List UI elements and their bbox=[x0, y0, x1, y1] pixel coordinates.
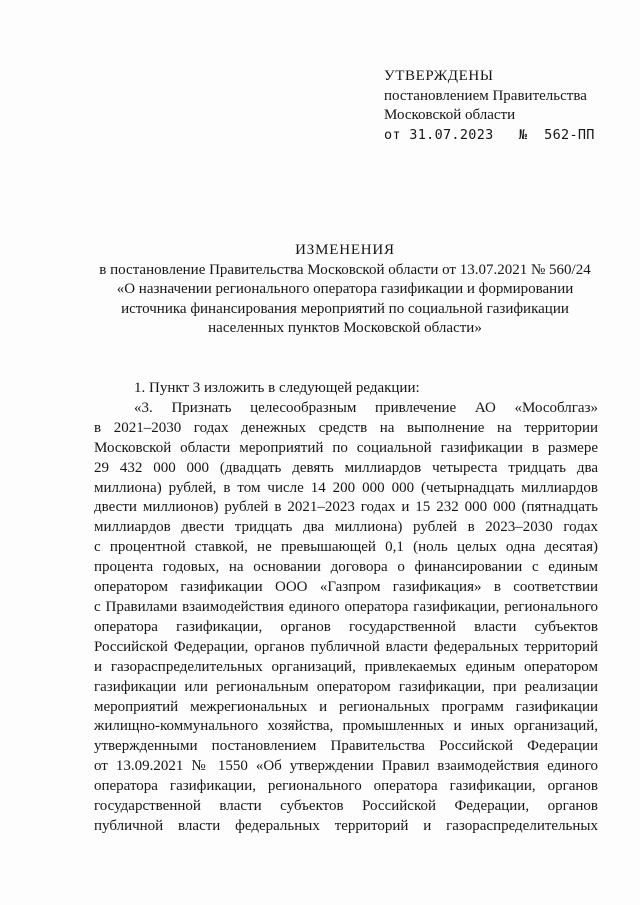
approval-line-1: постановлением Правительства bbox=[384, 87, 587, 104]
document-body bbox=[94, 379, 598, 837]
body-line: двести миллионов) рублей в 2021–2023 годах и 15 232 000 000 (пятнадцать bbox=[94, 499, 598, 516]
heading-line-3: источника финансирования мероприятий по социальной газификации bbox=[121, 300, 569, 317]
heading-line-4: населенных пунктов Московской области» bbox=[208, 320, 482, 337]
body-line: «3. Признать целесообразным привлечение АО «Мособлгаз» bbox=[134, 399, 598, 416]
approval-line-2: Московской области bbox=[384, 107, 516, 123]
body-line: оператором газификации ООО «Газпром газификация» в соответствии bbox=[94, 579, 598, 596]
body-line: утвержденными постановлением Правительства Российской Федерации bbox=[94, 738, 598, 755]
approval-date: 31.07.2023 bbox=[409, 126, 494, 143]
body-line: миллиардов двести тридцать два миллиона) рублей в 2023–2030 годах bbox=[94, 519, 598, 536]
approval-number-sign: № bbox=[518, 126, 528, 143]
body-line: Московской области мероприятий по социальной газификации в размере bbox=[94, 439, 598, 456]
approval-title: УТВЕРЖДЕНЫ bbox=[384, 68, 494, 84]
body-line: процента годовых, на основании договора о финансировании с единым bbox=[94, 559, 598, 576]
body-line: миллиона) рублей, в том числе 14 200 000 000 (четырнадцать миллиардов bbox=[94, 479, 598, 496]
heading-line-1: в постановление Правительства Московской области от 13.07.2021 № 560/24 bbox=[99, 261, 591, 278]
heading-title: ИЗМЕНЕНИЯ bbox=[295, 242, 395, 258]
body-line: с процентной ставкой, не превышающей 0,1 (ноль целых одна десятая) bbox=[94, 539, 598, 556]
item-1-text: 1. Пункт 3 изложить в следующей редакции: bbox=[134, 380, 420, 396]
body-line: оператора газификации, регионального оператора газификации, органов bbox=[94, 778, 598, 795]
body-line: от 13.09.2021 № 1550 «Об утверждении Правил взаимодействия единого bbox=[94, 758, 598, 775]
body-line: 29 432 000 000 (двадцать девять миллиардов четыреста тридцать два bbox=[94, 459, 598, 476]
approval-number: 562-ПП bbox=[544, 126, 595, 143]
body-line: Российской Федерации, органов публичной власти федеральных территорий bbox=[94, 638, 598, 655]
heading-line-2: «О назначении регионального оператора газификации и формировании bbox=[116, 281, 574, 298]
body-line: государственной власти субъектов Российской Федерации, органов bbox=[94, 798, 598, 815]
body-line: мероприятий межрегиональных и региональных программ газификации bbox=[94, 698, 598, 715]
body-line: оператора газификации, органов государственной власти субъектов bbox=[94, 618, 598, 635]
body-line: в 2021–2030 годах денежных средств на выполнение на территории bbox=[94, 419, 598, 436]
approval-date-line bbox=[384, 126, 624, 146]
body-line: газификации или региональным оператором газификации, при реализации bbox=[94, 678, 598, 695]
approval-date-prefix: от bbox=[384, 126, 401, 143]
body-line: публичной власти федеральных территорий и газораспределительных bbox=[94, 817, 598, 834]
document-heading bbox=[80, 241, 610, 339]
approval-stamp bbox=[384, 67, 624, 145]
body-line: жилищно-коммунального хозяйства, промышленных и иных организаций, bbox=[94, 718, 598, 735]
item-3-paragraph bbox=[94, 399, 598, 837]
body-line: и газораспределительных организаций, привлекаемых единым оператором bbox=[94, 658, 598, 675]
body-line: с Правилами взаимодействия единого оператора газификации, регионального bbox=[94, 598, 598, 615]
